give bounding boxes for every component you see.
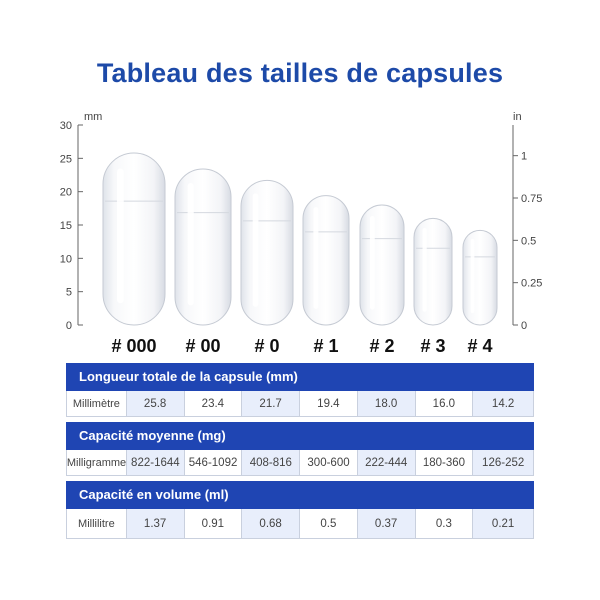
capacity-table-header: Capacité moyenne (mg): [66, 422, 534, 450]
row-label-milligramme: Milligramme: [67, 450, 127, 475]
right-axis-tick-label: 0.25: [521, 277, 543, 290]
capacity-cell: 222-444: [358, 450, 416, 475]
capsule-size-label: # 3: [420, 336, 446, 356]
capsule-size-label: # 00: [185, 336, 221, 356]
right-axis-tick-label: 1: [521, 150, 528, 163]
length-cell: 19.4: [300, 391, 358, 416]
capsule-size-label: # 2: [369, 336, 395, 356]
length-cell: 16.0: [416, 391, 474, 416]
length-table-row: [66, 391, 534, 417]
left-axis-tick-label: 25: [59, 153, 72, 166]
capacity-table: [66, 422, 534, 476]
volume-cell: 0.5: [300, 509, 358, 538]
left-axis-tick-label: 5: [65, 286, 72, 299]
capsule-bar: [463, 230, 497, 325]
capsule-highlight: [471, 239, 475, 313]
capsule-size-label: # 000: [111, 336, 157, 356]
capsule-size-label: # 1: [313, 336, 339, 356]
row-label-millimetre: Millimètre: [67, 391, 127, 416]
capsule-highlight: [117, 169, 124, 304]
capsule-bar: [414, 218, 452, 325]
capsule-highlight: [313, 207, 318, 309]
left-axis-tick-label: 10: [59, 253, 72, 266]
right-axis-unit: in: [513, 111, 522, 123]
capacity-cell: 180-360: [416, 450, 474, 475]
length-table-header: Longueur totale de la capsule (mm): [66, 363, 534, 391]
capsule-bar: [241, 180, 293, 325]
left-axis-tick-label: 15: [59, 220, 72, 232]
capacity-cell: 546-1092: [185, 450, 243, 475]
right-axis-tick-label: 0.75: [521, 193, 543, 205]
capsule-bar: [103, 153, 165, 325]
volume-cell: 0.3: [416, 509, 474, 538]
volume-cell: 0.37: [358, 509, 416, 538]
volume-cell: 1.37: [127, 509, 185, 538]
left-axis-tick-label: 20: [59, 186, 72, 199]
volume-cell: 0.68: [242, 509, 300, 538]
capacity-cell: 822-1644: [127, 450, 185, 475]
volume-table-header: Capacité en volume (ml): [66, 481, 534, 509]
capsule-size-label: # 0: [254, 336, 280, 356]
length-cell: 21.7: [242, 391, 300, 416]
left-axis-unit: mm: [84, 111, 103, 123]
length-cell: 23.4: [185, 391, 243, 416]
capsule-bar: [175, 169, 231, 325]
capsule-bar: [360, 205, 404, 325]
volume-table-row: [66, 509, 534, 539]
capacity-cell: 300-600: [300, 450, 358, 475]
capsule-highlight: [188, 183, 194, 305]
volume-cell: 0.21: [473, 509, 533, 538]
capacity-cell: 408-816: [242, 450, 300, 475]
capsule-highlight: [423, 228, 427, 312]
page-title: Tableau des tailles de capsules: [96, 58, 504, 88]
capacity-cell: 126-252: [473, 450, 533, 475]
capsule-size-label: # 4: [467, 336, 493, 356]
left-axis-tick-label: 0: [65, 320, 72, 332]
right-axis-tick-label: 0.5: [521, 235, 537, 248]
capacity-table-row: [66, 450, 534, 476]
capsule-highlight: [253, 193, 259, 306]
length-cell: 14.2: [473, 391, 533, 416]
capsule-bar: [303, 196, 349, 325]
row-label-millilitre: Millilitre: [67, 509, 127, 538]
volume-table: [66, 481, 534, 539]
capsule-highlight: [370, 216, 375, 310]
left-axis-tick-label: 30: [59, 120, 72, 132]
length-table: [66, 363, 534, 417]
volume-cell: 0.91: [185, 509, 243, 538]
right-axis-tick-label: 0: [521, 320, 528, 332]
length-cell: 25.8: [127, 391, 185, 416]
length-cell: 18.0: [358, 391, 416, 416]
